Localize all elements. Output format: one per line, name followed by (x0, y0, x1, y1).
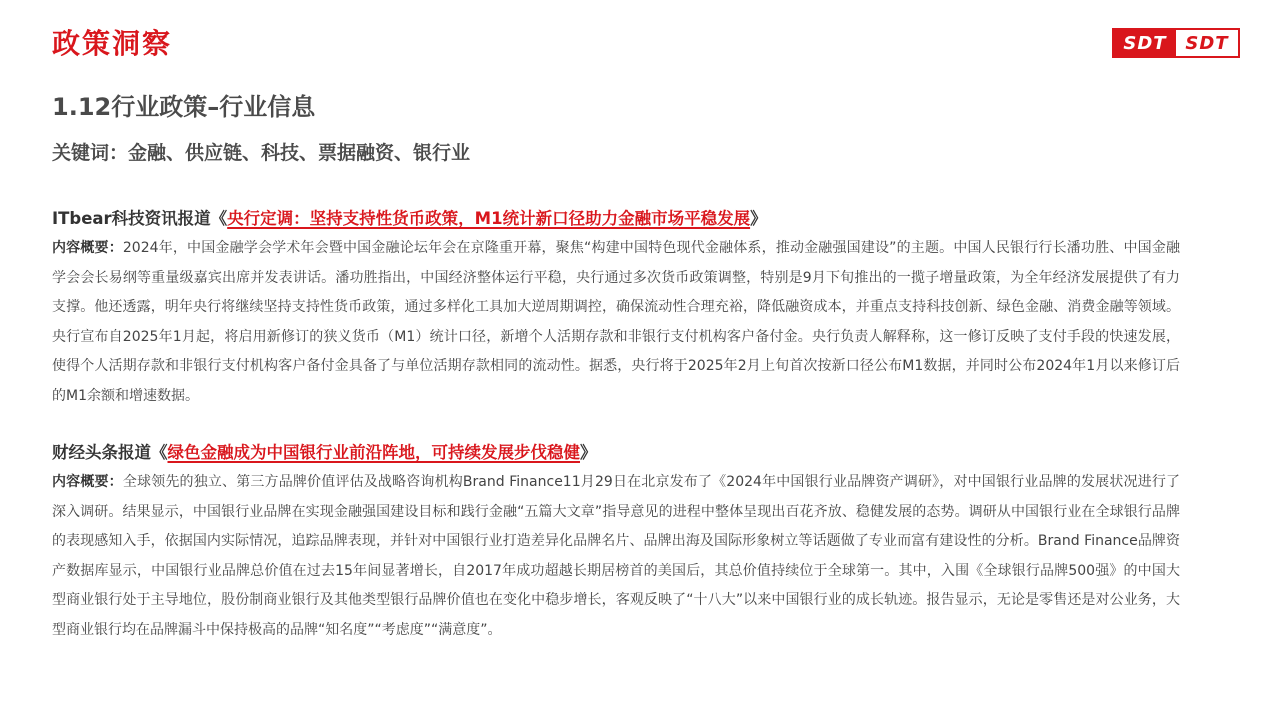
article-card (52, 206, 1180, 411)
title-quote-close: 》 (580, 443, 597, 462)
title-quote-open: 《 (151, 443, 168, 462)
article-source: 财经头条报道 (52, 443, 151, 462)
section-title: 政策洞察 (52, 27, 173, 60)
summary-text: 2024年，中国金融学会学术年会暨中国金融论坛年会在京隆重开幕，聚焦“构建中国特色现代金融体系，推动金融强国建设”的主题。中国人民银行行长潘功胜、中国金融学会会长易纲等重量级嘉宾出席并发表讲话。潘功胜指出，中国经济整体运行平稳，央行通过多次货币政策调整，特别是9月下旬推出的一揽子增量政策，为全年经济发展提供了有力支撑。他还透露，明年央行将继续坚持支持性货币政策，通过多样化工具加大逆周期调控，确保流动性合理充裕，降低融资成本，并重点支持科技创新、绿色金融、消费金融等领域。 央行宣布自2025年1月起，将启用新修订的狭义货币（M1）统计口径，新增个人活期存款和非银行支付机构客户备付金。央行负责人解释称，这一修订反映了支付手段的快速发展，使得个人活期存款和非银行支付机构客户备付金具备了与单位活期存款相同的流动性。据悉，央行将于2025年2月上旬首次按新口径公布M1数据，并同时公布2024年1月以来修订后的M1余额和增速数据。 (52, 240, 1180, 404)
logo-left-text: SDT (1114, 30, 1176, 56)
title-quote-open: 《 (210, 209, 228, 228)
article-header (52, 206, 1180, 232)
article-title-link[interactable]: 央行定调：坚持支持性货币政策，M1统计新口径助力金融市场平稳发展 (227, 209, 751, 228)
article-summary (52, 234, 1180, 411)
sdt-logo (1112, 28, 1240, 58)
article-source: ITbear科技资讯报道 (52, 209, 211, 228)
article-title-link[interactable]: 绿色金融成为中国银行业前沿阵地，可持续发展步伐稳健 (167, 443, 580, 462)
title-quote-close: 》 (750, 209, 767, 228)
article-header (52, 440, 1180, 466)
page-heading: 1.12行业政策–行业信息 (52, 93, 316, 121)
keywords-line: 关键词：金融、供应链、科技、票据融资、银行业 (52, 142, 471, 164)
article-summary (52, 468, 1180, 645)
summary-text: 全球领先的独立、第三方品牌价值评估及战略咨询机构Brand Finance11月29日在北京发布了《2024年中国银行业品牌资产调研》，对中国银行业品牌的发展状况进行了深入调研。结果显示，中国银行业品牌在实现金融强国建设目标和践行金融“五篇大文章”指导意见的进程中整体呈现出百花齐放、稳健发展的态势。调研从中国银行业在全球银行品牌的表现感知入手，依据国内实际情况，追踪品牌表现，并针对中国银行业打造差异化品牌名片、品牌出海及国际形象树立等话题做了专业而富有建设性的分析。Brand Finance品牌资产数据库显示，中国银行业品牌总价值在过去15年间显著增长，自2017年成功超越长期居榜首的美国后，其总价值持续位于全球第一。其中，入围《全球银行品牌500强》的中国大型商业银行处于主导地位，股份制商业银行及其他类型银行品牌价值也在变化中稳步增长，客观反映了“十八大”以来中国银行业的成长轨迹。报告显示，无论是零售还是对公业务，大型商业银行均在品牌漏斗中保持极高的品牌“知名度”“考虑度”“满意度”。 (52, 474, 1181, 638)
summary-label: 内容概要： (52, 474, 123, 490)
logo-right-text: SDT (1176, 30, 1238, 56)
article-card (52, 440, 1180, 645)
summary-label: 内容概要： (52, 240, 123, 256)
